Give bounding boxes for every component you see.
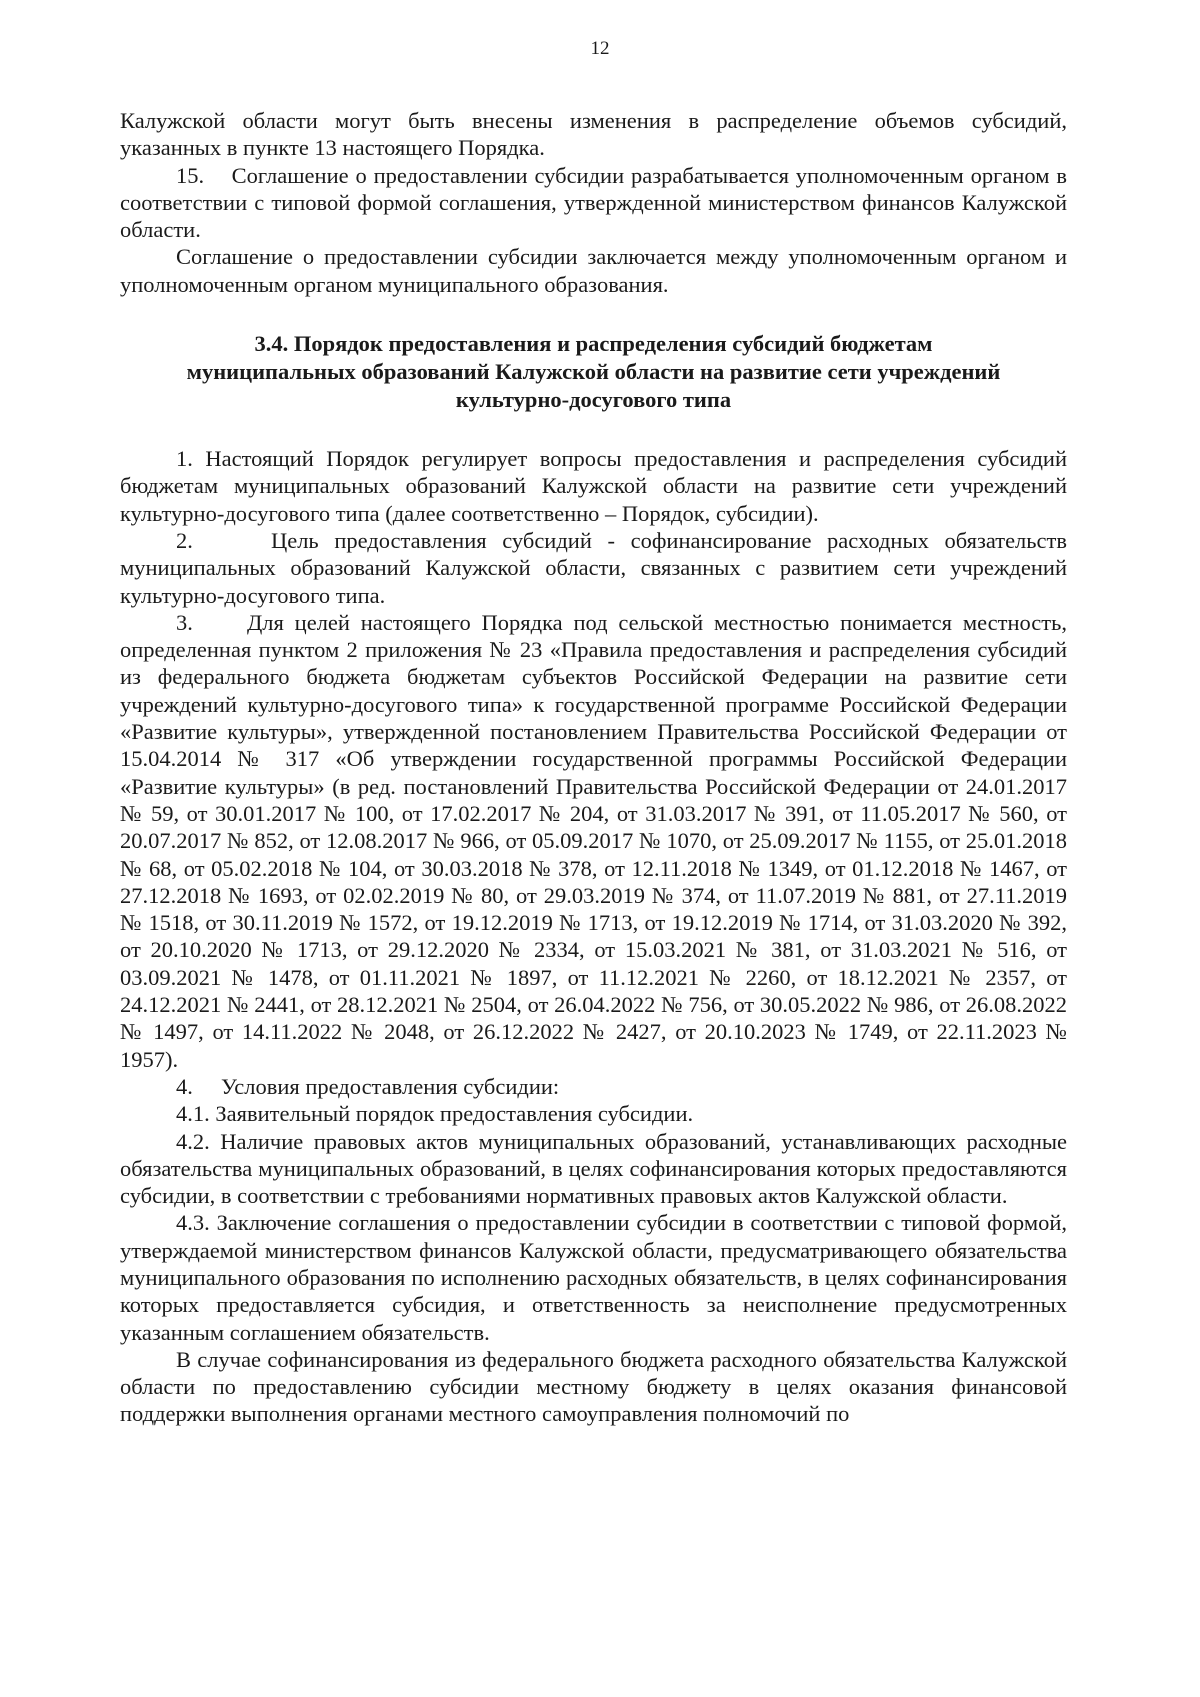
paragraph-item-4-2: 4.2. Наличие правовых актов муниципальных образований, устанавливающих расходные обязательства муниципальных образований, в целях софинансирования которых предоставляются субсидии, в соответствии с требованиями нормативных правовых актов Калужской области. bbox=[120, 1128, 1067, 1209]
page-number: 12 bbox=[590, 38, 610, 59]
section-heading bbox=[120, 330, 1067, 414]
paragraph-item-4-3: 4.3. Заключение соглашения о предоставлении субсидии в соответствии с типовой формой, утверждаемой министерством финансов Калужской области, предусматривающего обязательства муниципального образования по исполнению расходных обязательств, в целях софинансирования которых предоставляется субсидия, и ответственность за неисполнение предусмотренных указанным соглашением обязательств. bbox=[120, 1210, 1067, 1345]
paragraph-item-3: 3. Для целей настоящего Порядка под сельской местностью понимается местность, определенная пунктом 2 приложения № 23 «Правила предоставления и распределения субсидий из федерального бюджета бюджетам субъектов Российской Федерации на развитие сети учреждений культурно-досугового типа» к государственной программе Российской Федерации «Развитие культуры», утвержденной постановлением Правительства Российской Федерации от 15.04.2014 № 317 «Об утверждении государственной программы Российской Федерации «Развитие культуры» (в ред. постановлений Правительства Российской Федерации от 24.01.2017 № 59, от 30.01.2017 № 100, от 17.02.2017 № 204, от 31.03.2017 № 391, от 11.05.2017 № 560, от 20.07.2017 № 852, от 12.08.2017 № 966, от 05.09.2017 № 1070, от 25.09.2017 № 1155, от 25.01.2018 № 68, от 05.02.2018 № 104, от 30.03.2018 № 378, от 12.11.2018 № 1349, от 01.12.2018 № 1467, от 27.12.2018 № 1693, от 02.02.2019 № 80, от 29.03.2019 № 374, от 11.07.2019 № 881, от 27.11.2019 № 1518, от 30.11.2019 № 1572, от 19.12.2019 № 1713, от 19.12.2019 № 1714, от 31.03.2020 № 392, от 20.10.2020 № 1713, от 29.12.2020 № 2334, от 15.03.2021 № 381, от 31.03.2021 № 516, от 03.09.2021 № 1478, от 01.11.2021 № 1897, от 11.12.2021 № 2260, от 18.12.2021 № 2357, от 24.12.2021 № 2441, от 28.12.2021 № 2504, от 26.04.2022 № 756, от 30.05.2022 № 986, от 26.08.2022 № 1497, от 14.11.2022 № 2048, от 26.12.2022 № 2427, от 20.10.2023 № 1749, от 22.11.2023 № 1957). bbox=[120, 609, 1067, 1072]
paragraph-item-15: 15. Соглашение о предоставлении субсидии разрабатывается уполномоченным органом в соответствии с типовой формой соглашения, утвержденной министерством финансов Калужской области. bbox=[120, 162, 1067, 243]
paragraph-item-4: 4. Условия предоставления субсидии: bbox=[176, 1073, 560, 1099]
paragraph-continuation: Калужской области могут быть внесены изменения в распределение объемов субсидий, указанных в пункте 13 настоящего Порядка. bbox=[120, 108, 1067, 161]
document-body bbox=[120, 107, 1067, 1428]
paragraph-cofinancing: В случае софинансирования из федерального бюджета расходного обязательства Калужской области по предоставлению субсидии местному бюджету в целях оказания финансовой поддержки выполнения органами местного самоуправления полномочий по bbox=[120, 1346, 1067, 1427]
paragraph-agreement: Соглашение о предоставлении субсидии заключается между уполномоченным органом и уполномоченным органом муниципального образования. bbox=[120, 244, 1067, 297]
paragraph-item-2: 2. Цель предоставления субсидий - софинансирование расходных обязательств муниципальных образований Калужской области, связанных с развитием сети учреждений культурно-досугового типа. bbox=[120, 527, 1067, 608]
section-heading-line-2: муниципальных образований Калужской области на развитие сети учреждений bbox=[186, 359, 1001, 385]
section-heading-line-1: 3.4. Порядок предоставления и распределения субсидий бюджетам bbox=[254, 331, 933, 357]
paragraph-item-4-1: 4.1. Заявительный порядок предоставления субсидии. bbox=[176, 1101, 694, 1127]
section-heading-line-3: культурно-досугового типа bbox=[455, 387, 732, 413]
paragraph-item-1: 1. Настоящий Порядок регулирует вопросы предоставления и распределения субсидий бюджетам муниципальных образований Калужской области на развитие сети учреждений культурно-досугового типа (далее соответственно – Порядок, субсидии). bbox=[120, 446, 1067, 526]
